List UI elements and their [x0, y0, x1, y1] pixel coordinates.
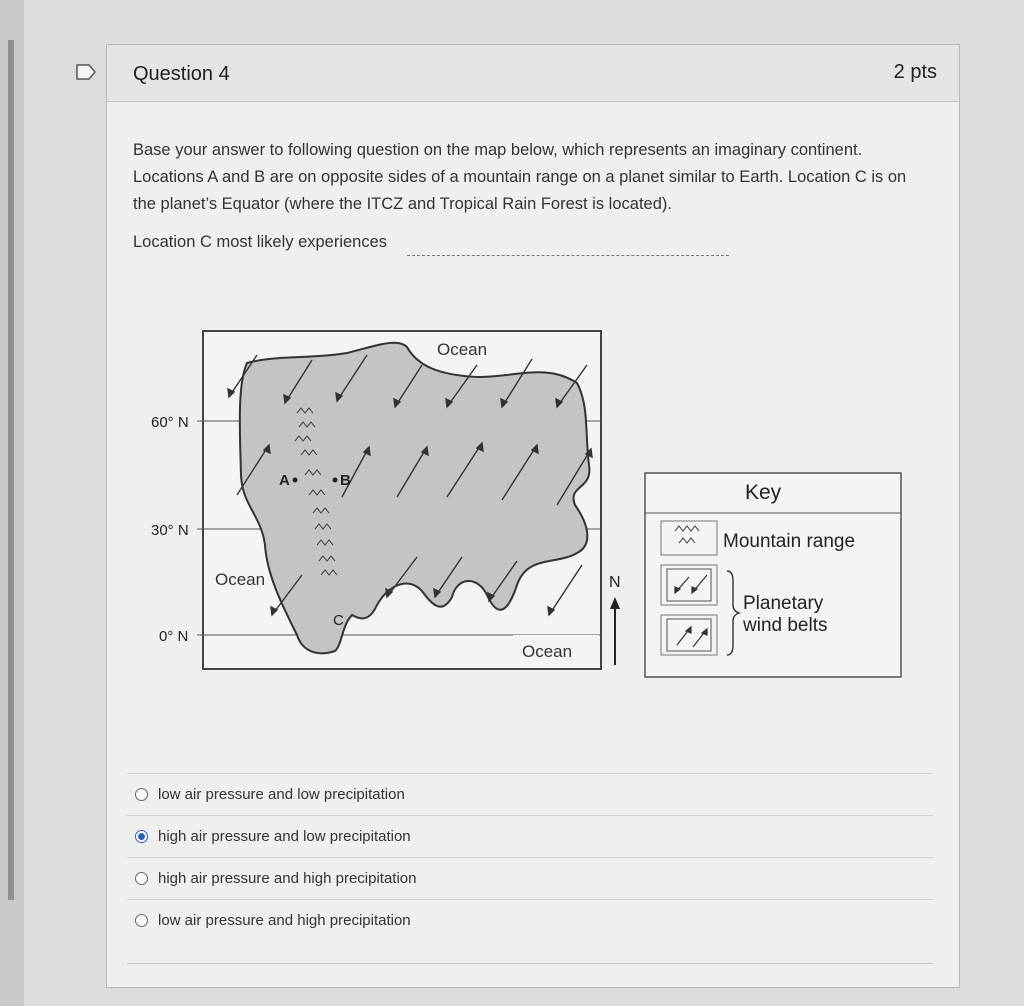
flag-question-icon[interactable]	[76, 64, 96, 80]
key-wind-label-2: wind belts	[743, 615, 828, 636]
answer-label-1: low air pressure and low precipitation	[158, 786, 405, 803]
answer-radio-2[interactable]	[135, 830, 148, 843]
question-sub-prompt: Location C most likely experiences	[133, 233, 388, 251]
question-title: Question 4	[133, 63, 230, 85]
location-b-label: B	[340, 472, 351, 489]
answer-option-3[interactable]	[127, 857, 933, 899]
north-arrow	[609, 574, 621, 665]
question-points: 2 pts	[893, 61, 937, 83]
ocean-label-south: Ocean	[522, 642, 573, 661]
question-header	[107, 45, 959, 102]
location-b-dot	[333, 478, 338, 483]
question-card	[106, 44, 960, 988]
lat-label-0: 0° N	[159, 628, 189, 645]
question-prompt: Base your answer to following question on the map below, which represents an imaginary continent. Locations A and B are on opposite sides of a mountain range on a planet similar to Earth. Location C is on the planet’s Equator (where the ITCZ and Tropical Rain Forest is located).	[133, 141, 907, 213]
lat-label-60: 60° N	[151, 414, 189, 431]
location-c-label: C	[333, 612, 344, 629]
key-mountain-label: Mountain range	[723, 531, 856, 552]
location-a-label: A	[279, 472, 290, 489]
answer-label-2: high air pressure and low precipitation	[158, 828, 411, 845]
answer-radio-4[interactable]	[135, 914, 148, 927]
answer-list	[127, 773, 933, 941]
key-title: Key	[745, 481, 782, 504]
answer-option-4[interactable]	[127, 899, 933, 941]
answer-blank	[407, 255, 729, 256]
answer-option-2[interactable]	[127, 815, 933, 857]
map-key	[645, 473, 901, 677]
continent-map-figure	[137, 325, 957, 685]
location-a-dot	[293, 478, 298, 483]
divider	[127, 963, 933, 964]
answer-label-3: high air pressure and high precipitation	[158, 870, 417, 887]
key-wind-label-1: Planetary	[743, 593, 824, 614]
answer-radio-3[interactable]	[135, 872, 148, 885]
left-scroll-strip	[0, 0, 24, 1006]
answer-option-1[interactable]	[127, 773, 933, 815]
lat-label-30: 30° N	[151, 522, 189, 539]
scrollbar-track[interactable]	[8, 40, 14, 900]
north-label: N	[609, 574, 621, 591]
ocean-label-west: Ocean	[215, 570, 266, 589]
answer-radio-1[interactable]	[135, 788, 148, 801]
ocean-label-north: Ocean	[437, 340, 488, 359]
answer-label-4: low air pressure and high precipitation	[158, 912, 411, 929]
